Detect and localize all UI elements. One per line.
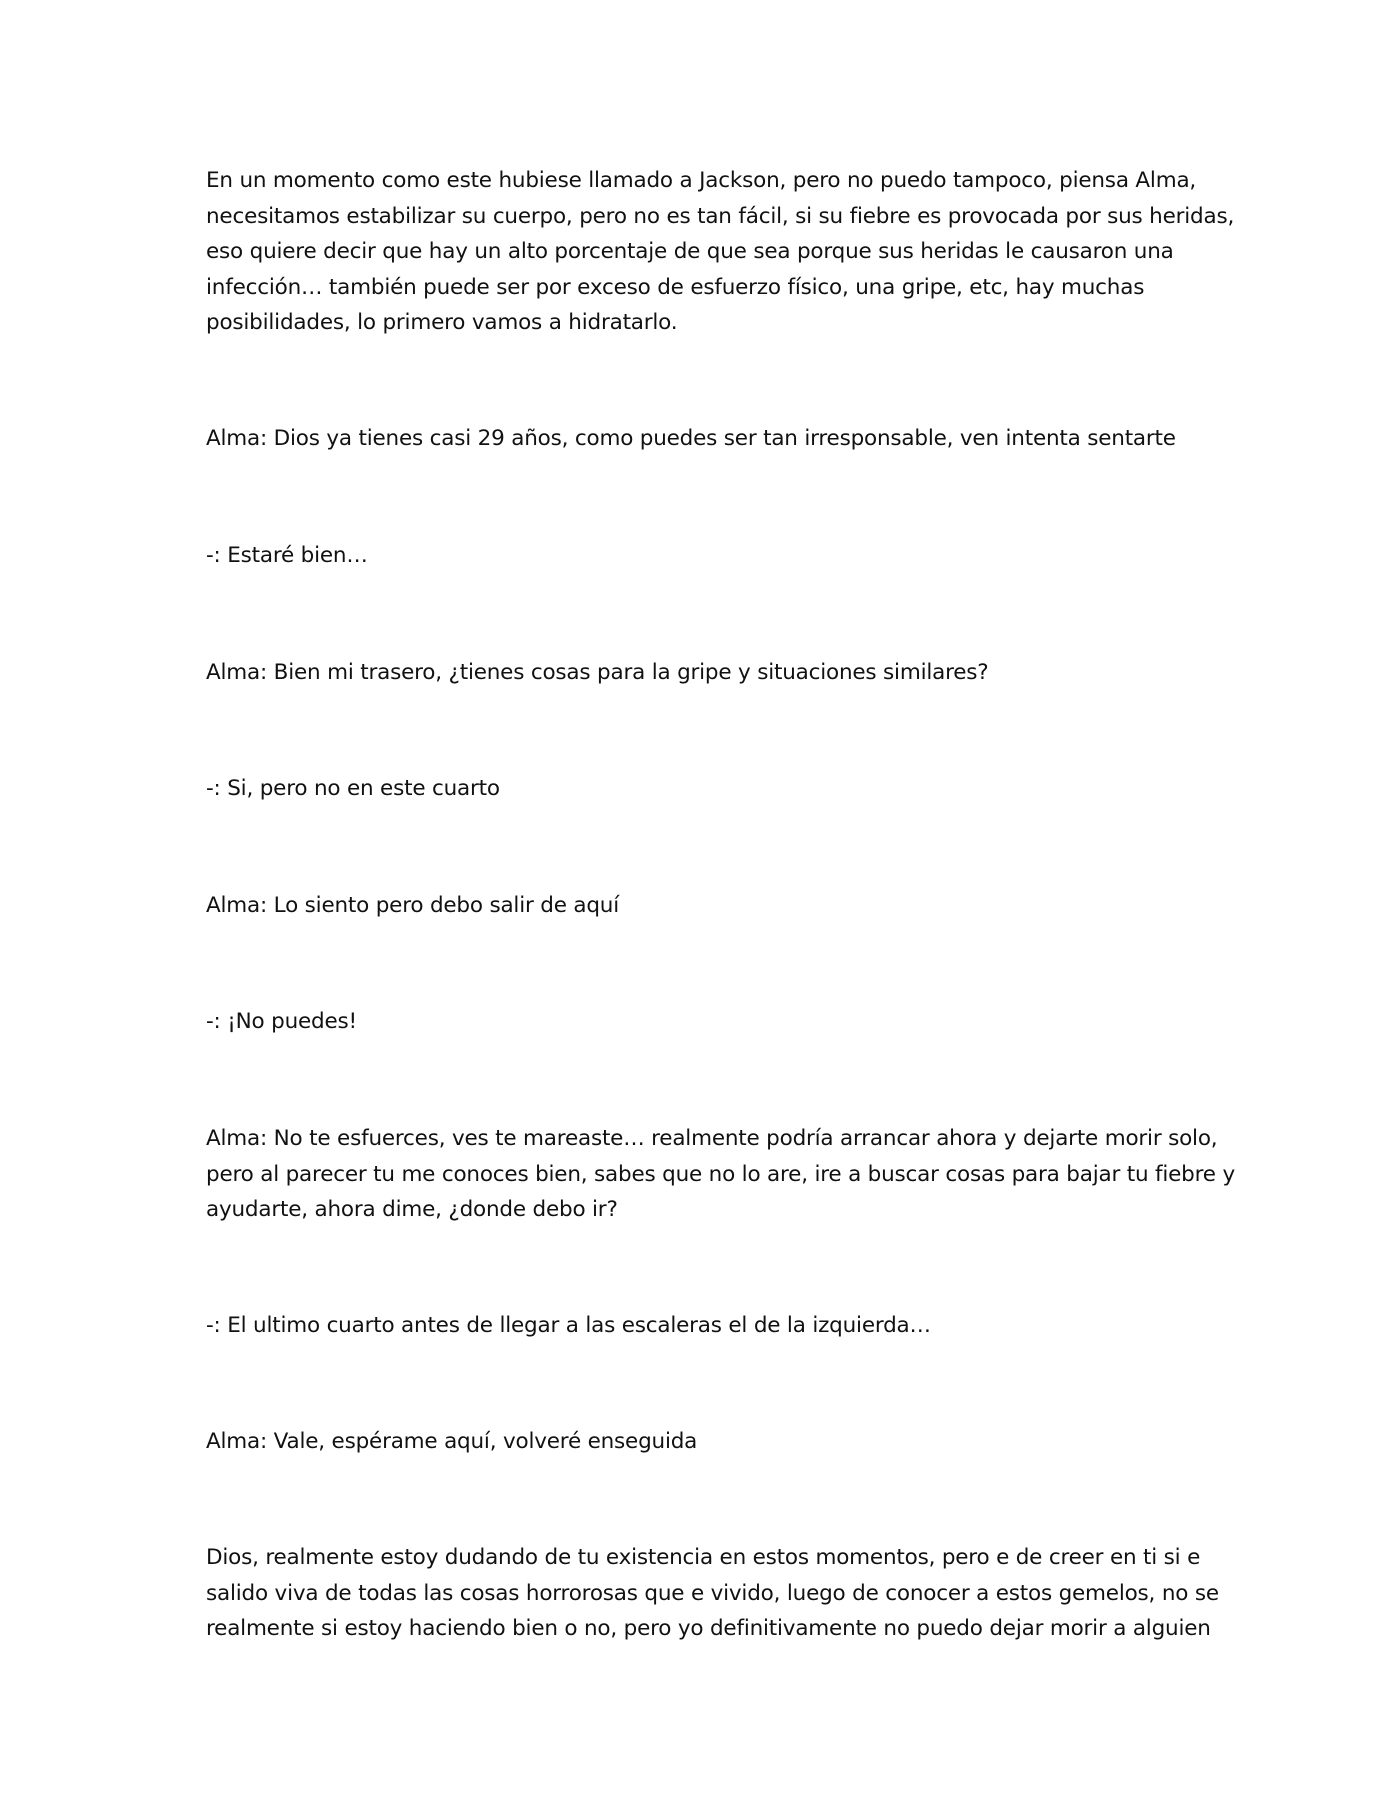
text-line: -: Estaré bien… [206, 543, 368, 568]
text-line: -: ¡No puedes! [206, 1009, 357, 1034]
text-line: pero al parecer tu me conoces bien, sabes que no lo are, ire a buscar cosas para bajar tu fiebre y [206, 1161, 1235, 1187]
text-line: Alma: Dios ya tienes casi 29 años, como puedes ser tan irresponsable, ven intenta sentarte [206, 426, 1176, 451]
paragraph-dialogue-alma-4 [206, 1121, 1235, 1228]
paragraph-dialogue-alma-2 [206, 655, 1206, 691]
paragraph-narration-1 [206, 163, 1235, 341]
paragraph-narration-2 [206, 1540, 1219, 1647]
text-line: Dios, realmente estoy dudando de tu existencia en estos momentos, pero e de creer en ti si e [206, 1545, 1201, 1570]
text-line: posibilidades, lo primero vamos a hidratarlo. [206, 310, 678, 335]
paragraph-dialogue-other-4 [206, 1308, 1206, 1344]
paragraph-dialogue-other-3 [206, 1004, 1206, 1040]
text-line: Alma: No te esfuerces, ves te mareaste… realmente podría arrancar ahora y dejarte morir solo, [206, 1126, 1218, 1151]
text-line: Alma: Lo siento pero debo salir de aquí [206, 893, 619, 918]
text-line: -: Si, pero no en este cuarto [206, 776, 500, 801]
paragraph-dialogue-other-1 [206, 538, 1206, 574]
text-line: realmente si estoy haciendo bien o no, pero yo definitivamente no puedo dejar morir a alguien [206, 1616, 1211, 1641]
paragraph-dialogue-alma-1 [206, 421, 1206, 457]
paragraph-dialogue-alma-3 [206, 888, 1206, 924]
text-line: necesitamos estabilizar su cuerpo, pero no es tan fácil, si su fiebre es provocada por sus heridas, [206, 203, 1235, 229]
text-line: eso quiere decir que hay un alto porcentaje de que sea porque sus heridas le causaron una [206, 239, 1174, 264]
text-line: ayudarte, ahora dime, ¿donde debo ir? [206, 1197, 618, 1222]
text-line: infección… también puede ser por exceso de esfuerzo físico, una gripe, etc, hay muchas [206, 274, 1145, 300]
text-line: Alma: Vale, espérame aquí, volveré enseguida [206, 1429, 698, 1454]
paragraph-dialogue-alma-5 [206, 1424, 1206, 1460]
paragraph-dialogue-other-2 [206, 771, 1206, 807]
text-line: En un momento como este hubiese llamado a Jackson, pero no puedo tampoco, piensa Alma, [206, 168, 1197, 193]
text-line: Alma: Bien mi trasero, ¿tienes cosas para la gripe y situaciones similares? [206, 660, 989, 685]
text-line: -: El ultimo cuarto antes de llegar a las escaleras el de la izquierda… [206, 1313, 931, 1338]
text-line: salido viva de todas las cosas horrorosas que e vivido, luego de conocer a estos gemelos, no se [206, 1580, 1219, 1606]
